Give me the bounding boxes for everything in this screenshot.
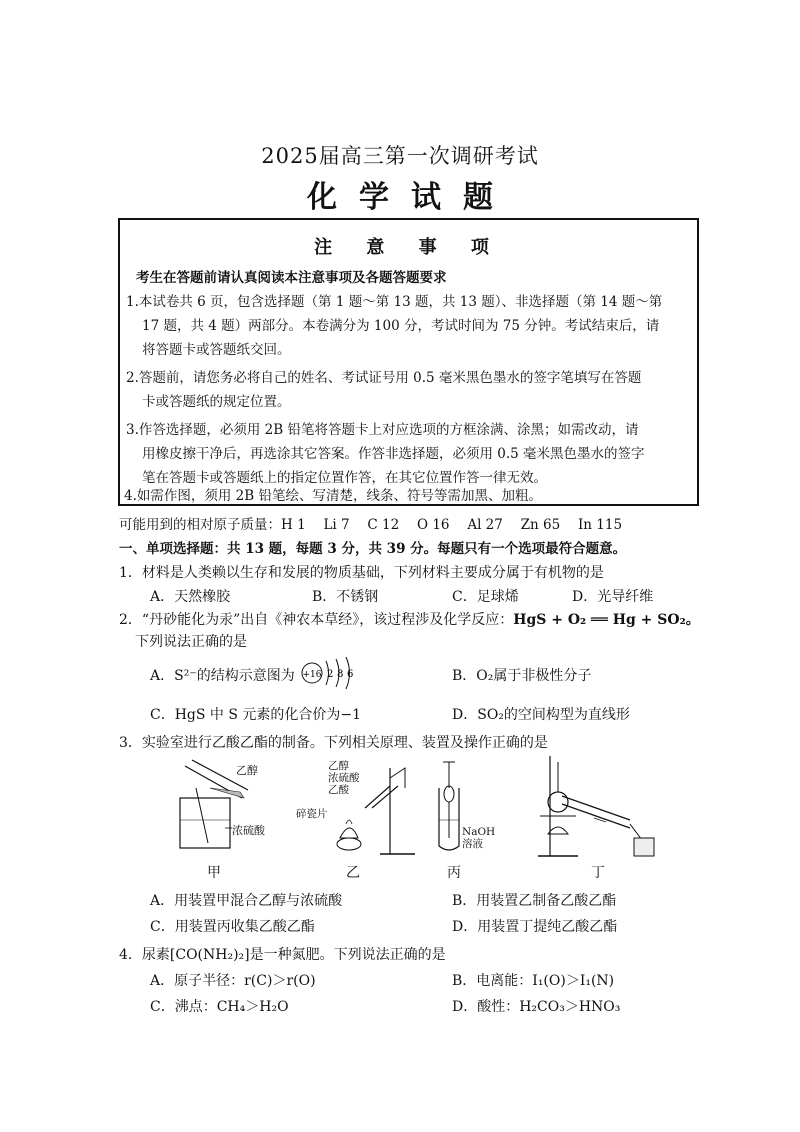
q2-option-b[interactable]: B．O₂属于非极性分子	[452, 668, 592, 684]
bing-label-naoh: NaOH	[462, 826, 496, 838]
svg-text:8: 8	[337, 669, 344, 680]
svg-text:6: 6	[347, 669, 354, 680]
q1-option-d[interactable]: D．光导纤维	[572, 589, 654, 605]
notice-line: 3.作答选择题，必须用 2B 铅笔将答题卡上对应选项的方框涂满、涂黑；如需改动，请	[126, 422, 639, 438]
q1-option-b[interactable]: B．不锈钢	[312, 589, 379, 605]
q2-option-a[interactable]	[150, 665, 295, 685]
caption-ding: 丁	[591, 865, 605, 881]
q2-option-d[interactable]: D．SO₂的空间构型为直线形	[452, 707, 630, 723]
q3-option-c[interactable]: C．用装置丙收集乙酸乙酯	[150, 919, 315, 935]
jia-label-acid: 浓硫酸	[232, 824, 265, 837]
question-2-stem-2: 下列说法正确的是	[135, 634, 247, 650]
notice-line: 4.如需作图，须用 2B 铅笔绘、写清楚，线条、符号等需加黑、加粗。	[124, 488, 542, 504]
question-3-stem: 3．实验室进行乙酸乙酯的制备。下列相关原理、装置及操作正确的是	[119, 735, 548, 751]
caption-bing: 丙	[447, 865, 461, 881]
q1-option-c[interactable]: C．足球烯	[452, 589, 519, 605]
section-heading: 一、单项选择题：共 13 题，每题 3 分，共 39 分。每题只有一个选项最符合题意。	[119, 541, 627, 557]
caption-jia: 甲	[207, 865, 221, 881]
yi-label-chips: 碎瓷片	[296, 808, 328, 820]
q2-option-c[interactable]: C．HgS 中 S 元素的化合价为−1	[150, 707, 362, 723]
yi-label-ethanol: 乙醇	[328, 760, 349, 772]
q3-option-d[interactable]: D．用装置丁提纯乙酸乙酯	[452, 919, 618, 935]
notice-line: 1.本试卷共 6 页，包含选择题（第 1 题～第 13 题，共 13 题）、非选择题（第 14 题～第	[126, 294, 663, 310]
q2-option-a-label: A．S²⁻的结构示意图为	[150, 668, 295, 684]
atom-structure-diagram	[298, 656, 360, 690]
bing-label-solution: 溶液	[462, 838, 483, 850]
notice-line: 2.答题前，请您务必将自己的姓名、考试证号用 0.5 毫米黑色墨水的签字笔填写在答题	[126, 370, 642, 386]
question-2-stem: 2．“丹砂能化为汞”出自《神农本草经》，该过程涉及化学反应：	[119, 612, 514, 628]
notice-line: 卡或答题纸的规定位置。	[142, 394, 291, 410]
q4-option-c[interactable]: C．沸点：CH₄＞H₂O	[150, 999, 289, 1015]
notice-line: 将答题卡或答题纸交回。	[142, 342, 291, 358]
q3-option-a[interactable]: A．用装置甲混合乙醇与浓硫酸	[150, 893, 343, 909]
nucleus-charge: +16	[302, 670, 322, 680]
q4-option-b[interactable]: B．电离能：I₁(O)＞I₁(N)	[452, 973, 615, 989]
atomic-masses: 可能用到的相对原子质量：H 1 Li 7 C 12 O 16 Al 27 Zn 65 In 115	[119, 517, 623, 533]
svg-text:2: 2	[327, 669, 334, 680]
q4-option-a[interactable]: A．原子半径：r(C)＞r(O)	[150, 973, 316, 989]
question-4-stem: 4．尿素[CO(NH₂)₂]是一种氮肥。下列说法正确的是	[119, 947, 446, 963]
notice-box	[118, 218, 699, 506]
notice-line: 笔在答题卡或答题纸上的指定位置作答，在其它位置作答一律无效。	[142, 470, 547, 486]
yi-label-acid: 浓硫酸	[328, 772, 360, 784]
notice-line: 用橡皮擦干净后，再选涂其它答案。作答非选择题，必须用 0.5 毫米黑色墨水的签字	[142, 446, 645, 462]
notice-heading: 注 意 事 项	[314, 237, 503, 258]
q2-equation: HgS + O₂ ══ Hg + SO₂。	[513, 612, 700, 628]
exam-subtitle: 2025届高三第一次调研考试	[261, 144, 539, 168]
yi-label-acetic: 乙酸	[328, 784, 349, 796]
notice-intro: 考生在答题前请认真阅读本注意事项及各题答题要求	[136, 270, 447, 286]
question-1-stem: 1．材料是人类赖以生存和发展的物质基础，下列材料主要成分属于有机物的是	[119, 565, 604, 581]
apparatus-ding	[530, 752, 660, 862]
jia-label-ethanol: 乙醇	[236, 764, 258, 777]
exam-title: 化学试题	[307, 180, 515, 215]
q3-option-b[interactable]: B．用装置乙制备乙酸乙酯	[452, 893, 617, 909]
notice-line: 17 题，共 4 题）两部分。本卷满分为 100 分，考试时间为 75 分钟。考试结束后，请	[142, 318, 660, 334]
q1-option-a[interactable]: A．天然橡胶	[150, 589, 231, 605]
q4-option-d[interactable]: D．酸性：H₂CO₃＞HNO₃	[452, 999, 621, 1015]
caption-yi: 乙	[346, 865, 360, 881]
